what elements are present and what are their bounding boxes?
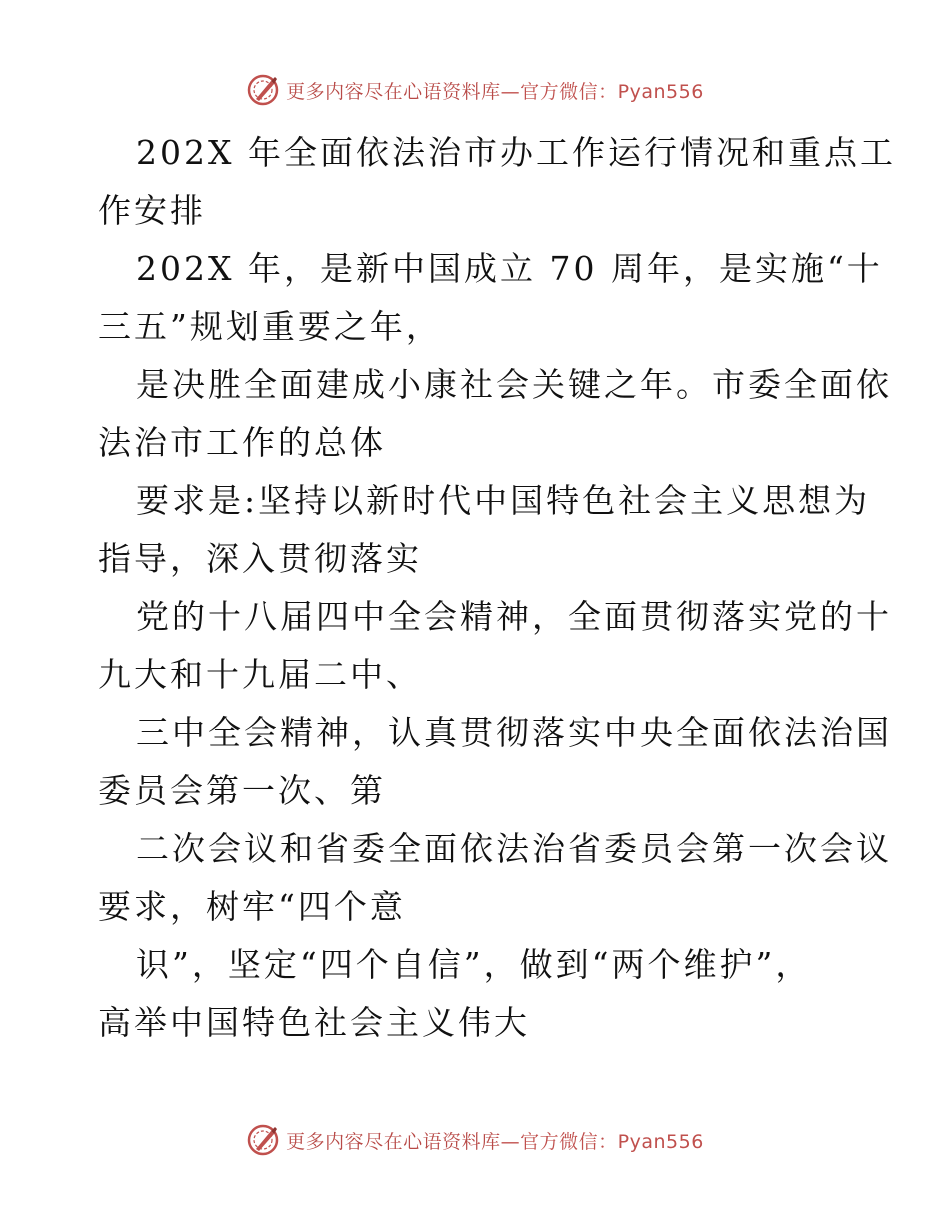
document-line: 要求是:坚持以新时代中国特色社会主义思想为: [136, 481, 871, 520]
document-body: [98, 124, 896, 1052]
document-line: 要求，树牢“四个意: [98, 887, 406, 926]
document-line: 委员会第一次、第: [98, 771, 386, 810]
header-banner: [0, 70, 950, 110]
footer-contact-text: 官方微信：Pyan556: [520, 1130, 704, 1153]
header-separator: —: [500, 80, 521, 103]
document-line: 三中全会精神，认真贯彻落实中央全面依法治国: [136, 713, 892, 752]
footer-banner: [0, 1120, 950, 1160]
header-contact-text: 官方微信：Pyan556: [520, 80, 704, 103]
pen-seal-logo-icon: [246, 73, 280, 107]
document-line: 法治市工作的总体: [98, 423, 386, 462]
footer-separator: —: [500, 1130, 521, 1153]
document-line: 高举中国特色社会主义伟大: [98, 1003, 530, 1042]
header-brand-text: 更多内容尽在心语资料库: [286, 80, 501, 103]
document-line: 二次会议和省委全面依法治省委员会第一次会议: [136, 829, 892, 868]
document-line: 作安排: [98, 191, 206, 230]
pen-seal-logo-icon: [246, 1123, 280, 1157]
footer-brand-text: 更多内容尽在心语资料库: [286, 1130, 501, 1153]
footer-banner-text: [286, 1127, 704, 1154]
document-line: 202X 年，是新中国成立 70 周年，是实施“十: [136, 249, 883, 288]
document-line: 九大和十九届二中、: [98, 655, 422, 694]
document-line: 党的十八届四中全会精神，全面贯彻落实党的十: [136, 597, 892, 636]
document-line: 指导，深入贯彻落实: [98, 539, 422, 578]
document-line: 202X 年全面依法治市办工作运行情况和重点工: [136, 133, 896, 172]
document-line: 三五”规划重要之年，: [98, 307, 442, 346]
document-line: 是决胜全面建成小康社会关键之年。市委全面依: [136, 365, 892, 404]
document-line: 识”，坚定“四个自信”，做到“两个维护”，: [136, 945, 812, 984]
header-banner-text: [286, 77, 704, 104]
